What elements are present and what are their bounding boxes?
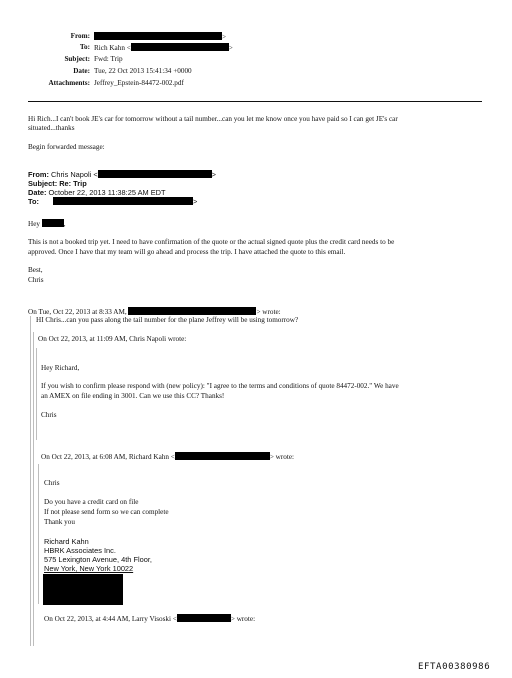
fwd-date-line	[28, 188, 166, 197]
quote2-signature: Chris	[41, 411, 57, 419]
to-suffix: >	[228, 44, 233, 52]
redaction-block	[131, 43, 229, 51]
fwd-date-label: Date:	[28, 188, 47, 197]
greeting-word: Hey	[28, 220, 40, 228]
quote4-intro	[44, 614, 255, 624]
chris-paragraph-1: This is not a booked trip yet. I need to have confirmation of the quote or the actual signed quote plus the credit card needs to be	[28, 238, 395, 246]
redaction-block	[175, 452, 270, 460]
from-value	[94, 32, 226, 42]
quote1-intro-start: On Tue, Oct 22, 2013 at 8:33 AM,	[28, 308, 127, 316]
body-line-2: situated...thanks	[28, 124, 75, 132]
redaction-block	[98, 170, 212, 178]
signature-name: Richard Kahn	[44, 537, 89, 546]
signature-company: HBRK Associates Inc.	[44, 546, 116, 555]
attachments-label: Attachments:	[48, 79, 90, 87]
redaction-block	[177, 614, 231, 622]
attachment-link[interactable]: Jeffrey_Epstein-84472-002.pdf	[94, 79, 184, 87]
quote2-paragraph-1: If you wish to confirm please respond with (new policy): "I agree to the terms and conditions of quote 84472-002." We have	[41, 382, 399, 390]
forwarded-label: Begin forwarded message:	[28, 143, 105, 151]
chris-paragraph-2: approved. Once I have that my team will go ahead and process the trip. I have attached the quote to this email.	[28, 248, 346, 256]
quote-bar-2	[33, 332, 34, 646]
chris-signature: Chris	[28, 276, 44, 284]
fwd-subject-value: Re: Trip	[59, 179, 87, 188]
quote3-intro	[41, 452, 294, 462]
fwd-subject-line	[28, 179, 87, 188]
fwd-to-label: To:	[28, 197, 39, 206]
greeting-comma: ,	[63, 220, 66, 228]
chris-greeting	[28, 219, 66, 229]
quote1-text: HI Chris...can you pass along the tail number for the plane Jeffrey will be using tomorrow?	[36, 316, 299, 324]
fwd-from-label: From:	[28, 170, 49, 179]
quote3-intro-start: On Oct 22, 2013, at 6:08 AM, Richard Kahn <	[41, 453, 175, 461]
quote2-greeting: Hey Richard,	[41, 364, 80, 372]
to-name: Rich Kahn <	[94, 44, 131, 52]
quote3-line-3: Thank you	[44, 518, 75, 526]
quote-bar-4	[38, 464, 39, 604]
quote1-intro-end: > wrote:	[256, 308, 281, 316]
quote-bar-1	[30, 316, 31, 646]
date-value: Tue, 22 Oct 2013 15:41:34 +0000	[94, 67, 192, 75]
body-line-1: Hi Rich...I can't book JE's car for tomorrow without a tail number...can you let me know once you have paid so I can get JE's car	[28, 115, 398, 123]
quote2-paragraph-2: an AMEX on file ending in 3001. Can we use this CC? Thanks!	[41, 392, 225, 400]
redaction-block	[128, 307, 256, 315]
quote2-intro: On Oct 22, 2013, at 11:09 AM, Chris Napoli wrote:	[38, 335, 187, 343]
redacted-signature-block	[43, 574, 123, 605]
fwd-from-suffix: >	[211, 170, 216, 179]
fwd-from-value: Chris Napoli <	[51, 170, 98, 179]
fwd-date-value: October 22, 2013 11:38:25 AM EDT	[48, 188, 166, 197]
redaction-block	[53, 197, 193, 205]
quote3-intro-end: > wrote:	[269, 453, 295, 461]
subject-label: Subject:	[64, 55, 90, 63]
signature-address: 575 Lexington Avenue, 4th Floor,	[44, 555, 152, 564]
quote-bar-3	[36, 348, 37, 440]
date-label: Date:	[73, 67, 90, 75]
fwd-to-suffix: >	[193, 197, 198, 206]
quote3-line-2: If not please send form so we can complete	[44, 508, 169, 516]
chris-signoff: Best,	[28, 266, 43, 274]
to-label: To:	[79, 43, 90, 51]
redaction-block	[94, 32, 222, 40]
fwd-from-line	[28, 170, 216, 179]
bates-number: EFTA00380986	[418, 662, 491, 672]
fwd-subject-label: Subject:	[28, 179, 58, 188]
fwd-to-line	[28, 197, 197, 206]
redaction-block	[42, 219, 64, 227]
header-divider	[28, 101, 482, 102]
quote4-intro-end: > wrote:	[230, 615, 256, 623]
quote3-line-1: Do you have a credit card on file	[44, 498, 139, 506]
subject-value: Fwd: Trip	[94, 55, 123, 63]
quote4-intro-start: On Oct 22, 2013, at 4:44 AM, Larry Visoski <	[44, 615, 177, 623]
quote3-name: Chris	[44, 479, 60, 487]
to-value	[94, 43, 233, 53]
from-label: From:	[70, 32, 90, 40]
from-suffix: >	[222, 33, 227, 41]
signature-city: New York, New York 10022	[44, 564, 134, 573]
